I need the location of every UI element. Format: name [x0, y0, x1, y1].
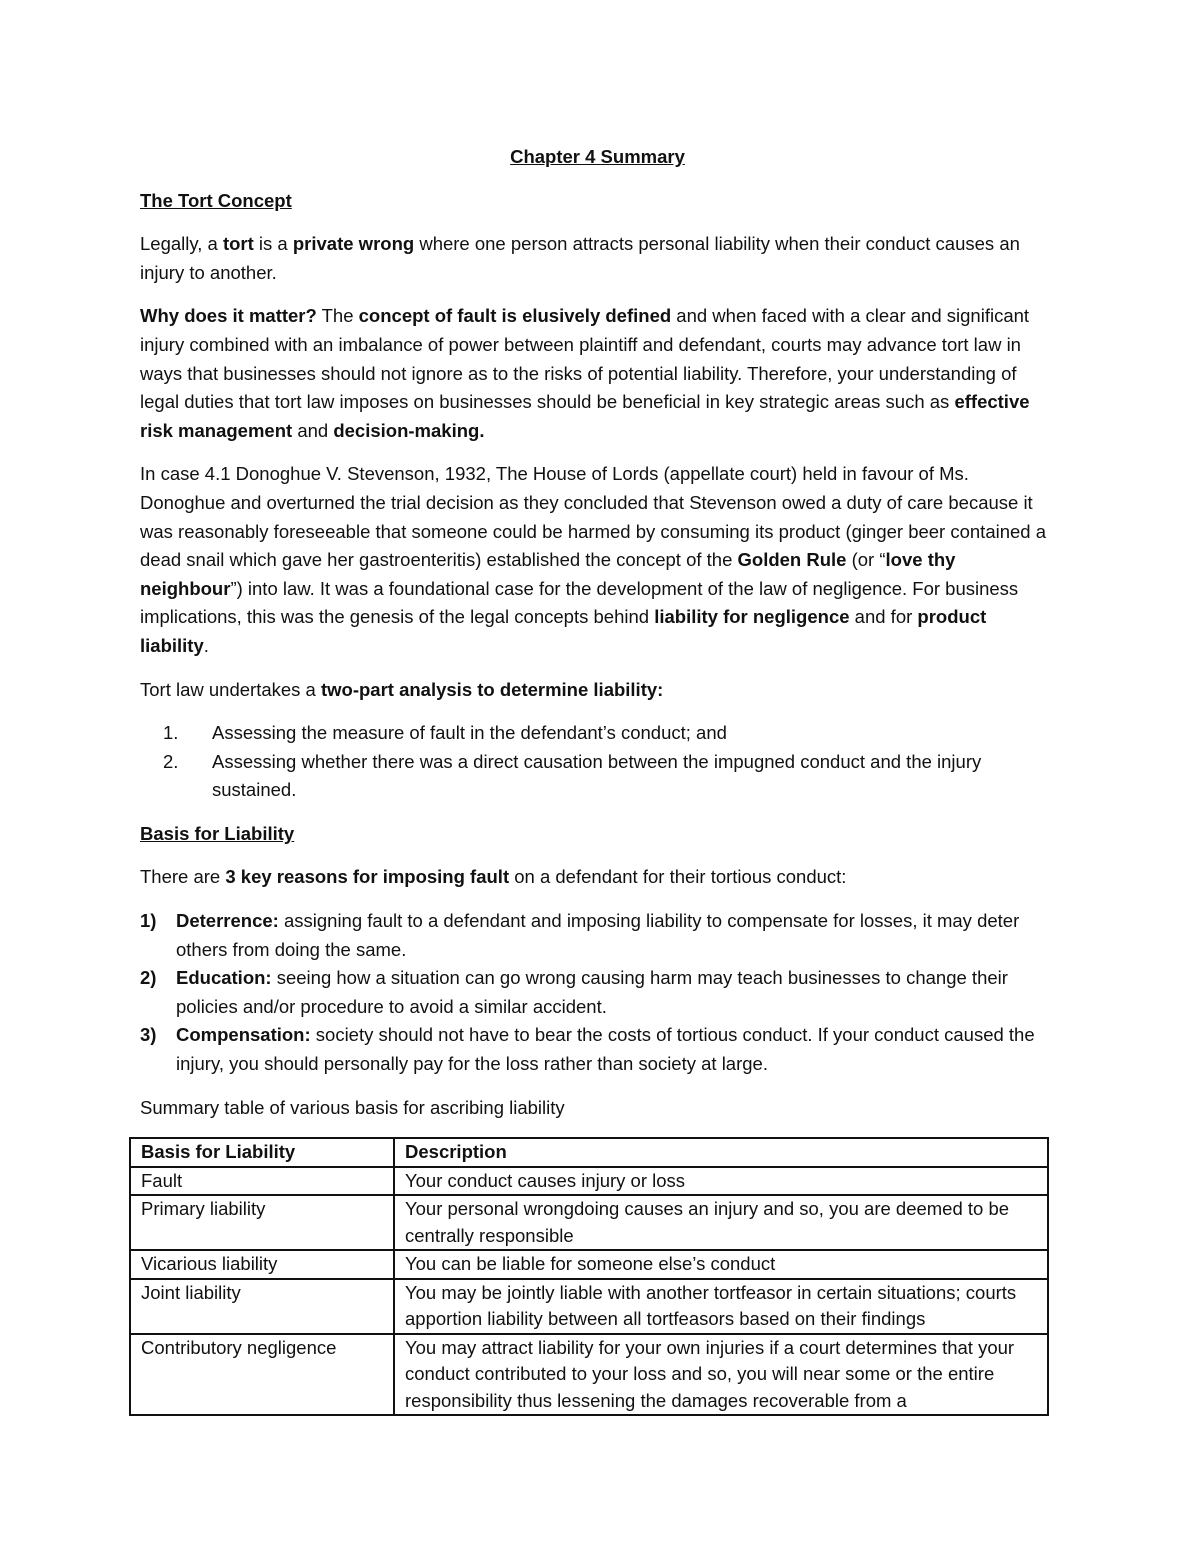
document-body	[140, 143, 1055, 1416]
table-cell-description: Your conduct causes injury or loss	[394, 1167, 1048, 1196]
text-run: and	[292, 419, 334, 441]
text-run: and for	[849, 606, 918, 628]
table-cell-description: You can be liable for someone else’s conduct	[394, 1250, 1048, 1279]
text-run: In case 4.1 Donoghue V. Stevenson, 1932, The House of Lords (appellate court) held in favour of Ms. Donoghue and overturned the trial decision as they concluded that Stevenson owed a duty of care because it was reasonably foreseeable that someone could be harmed by consuming its product (ginger beer contained a dead snail which gave her gastroenteritis) established the concept of the	[140, 463, 1047, 571]
bold-term-tort: tort	[222, 233, 254, 255]
bold-term-private-wrong: private wrong	[292, 233, 415, 255]
table-cell-description: Your personal wrongdoing causes an injury and so, you are deemed to be centrally responsible	[394, 1195, 1048, 1250]
column-header-description: Description	[394, 1138, 1048, 1167]
list-item	[140, 907, 1055, 964]
table-row	[130, 1334, 1048, 1416]
list-number: 1.	[163, 722, 179, 744]
list-item	[140, 719, 1055, 748]
reason-text: assigning fault to a defendant and imposing liability to compensate for losses, it may deter others from doing the same.	[176, 910, 1020, 960]
bold-term-key-reasons: 3 key reasons for imposing fault	[225, 866, 510, 888]
page-title: Chapter 4 Summary	[510, 146, 685, 167]
text-run: where one person attracts personal liability when their conduct causes an injury to another.	[140, 233, 1020, 283]
reason-text: society should not have to bear the costs of tortious conduct. If your conduct caused the injury, you should personally pay for the loss rather than society at large.	[176, 1024, 1035, 1075]
table-cell-basis: Primary liability	[130, 1195, 394, 1250]
table-cell-basis: Joint liability	[130, 1279, 394, 1334]
table-cell-description: You may attract liability for your own injuries if a court determines that your conduct contributed to your loss and so, you will near some or the entire responsibility thus lessening the damages recoverable from a	[394, 1334, 1048, 1416]
list-item	[140, 964, 1055, 1021]
list-item-text: Assessing the measure of fault in the defendant’s conduct; and	[212, 722, 727, 744]
list-number: 1)	[140, 910, 157, 932]
bold-term-fault-concept: concept of fault is elusively defined	[358, 305, 672, 327]
text-run: is a	[253, 233, 293, 255]
table-cell-basis: Contributory negligence	[130, 1334, 394, 1416]
table-row	[130, 1167, 1048, 1196]
text-run: Tort law undertakes a	[140, 678, 321, 700]
text-run: The	[316, 305, 359, 327]
table-cell-basis: Fault	[130, 1167, 394, 1196]
text-run: There are	[140, 866, 226, 888]
table-header-row	[130, 1138, 1048, 1167]
list-number: 2)	[140, 967, 157, 989]
table-cell-basis: Vicarious liability	[130, 1250, 394, 1279]
section-heading-basis-for-liability: Basis for Liability	[140, 822, 295, 844]
bold-term-two-part-analysis: two-part analysis to determine liability:	[320, 678, 664, 700]
numbered-list-analysis-steps	[140, 719, 1055, 805]
list-item	[140, 748, 1055, 805]
numbered-list-key-reasons	[140, 907, 1055, 1079]
list-item	[140, 1021, 1055, 1078]
table-row	[130, 1250, 1048, 1279]
column-header-basis: Basis for Liability	[130, 1138, 394, 1167]
bold-term-love-thy-neighbour: love thy neighbour	[140, 549, 956, 599]
paragraph-tort-definition	[140, 230, 1055, 287]
reason-term: Compensation:	[176, 1024, 311, 1046]
bold-question: Why does it matter?	[140, 305, 317, 327]
bold-term-decision-making: decision-making.	[333, 419, 485, 441]
table-row	[130, 1279, 1048, 1334]
table-caption: Summary table of various basis for ascribing liability	[140, 1096, 565, 1118]
table-cell-description: You may be jointly liable with another tortfeasor in certain situations; courts apportion liability between all tortfeasors based on their findings	[394, 1279, 1048, 1334]
bold-term-risk-management: effective risk management	[140, 391, 1030, 441]
paragraph-why-it-matters	[140, 302, 1055, 445]
reason-term: Education:	[176, 967, 272, 989]
text-run: .	[203, 634, 209, 656]
list-number: 3)	[140, 1024, 157, 1046]
bold-term-golden-rule: Golden Rule	[737, 549, 847, 571]
paragraph-donoghue-case	[140, 460, 1055, 660]
liability-summary-table	[129, 1137, 1049, 1416]
bold-term-liability-negligence: liability for negligence	[654, 606, 850, 628]
text-run: (or “	[846, 549, 886, 571]
reason-term: Deterrence:	[176, 910, 279, 932]
list-number: 2.	[163, 750, 179, 772]
table-row	[130, 1195, 1048, 1250]
bold-term-product-liability: product liability	[140, 606, 987, 656]
reason-text: seeing how a situation can go wrong causing harm may teach businesses to change their policies and/or procedure to avoid a similar accident.	[176, 967, 1008, 1017]
text-run: ”) into law. It was a foundational case for the development of the law of negligence. For business implications, this was the genesis of the legal concepts behind	[140, 577, 1019, 628]
text-run: on a defendant for their tortious conduct:	[509, 866, 847, 888]
paragraph-two-part-analysis	[140, 676, 1055, 705]
paragraph-key-reasons-intro	[140, 863, 1055, 892]
list-item-text: Assessing whether there was a direct causation between the impugned conduct and the injury sustained.	[212, 750, 982, 801]
text-run: Legally, a	[140, 233, 223, 255]
text-run: and when faced with a clear and significant injury combined with an imbalance of power between plaintiff and defendant, courts may advance tort law in ways that businesses should not ignore as to the risks of potential liability. Therefore, your understanding of legal duties that tort law imposes on businesses should be beneficial in key strategic areas such as	[140, 305, 1030, 413]
section-heading-tort-concept: The Tort Concept	[140, 189, 292, 211]
